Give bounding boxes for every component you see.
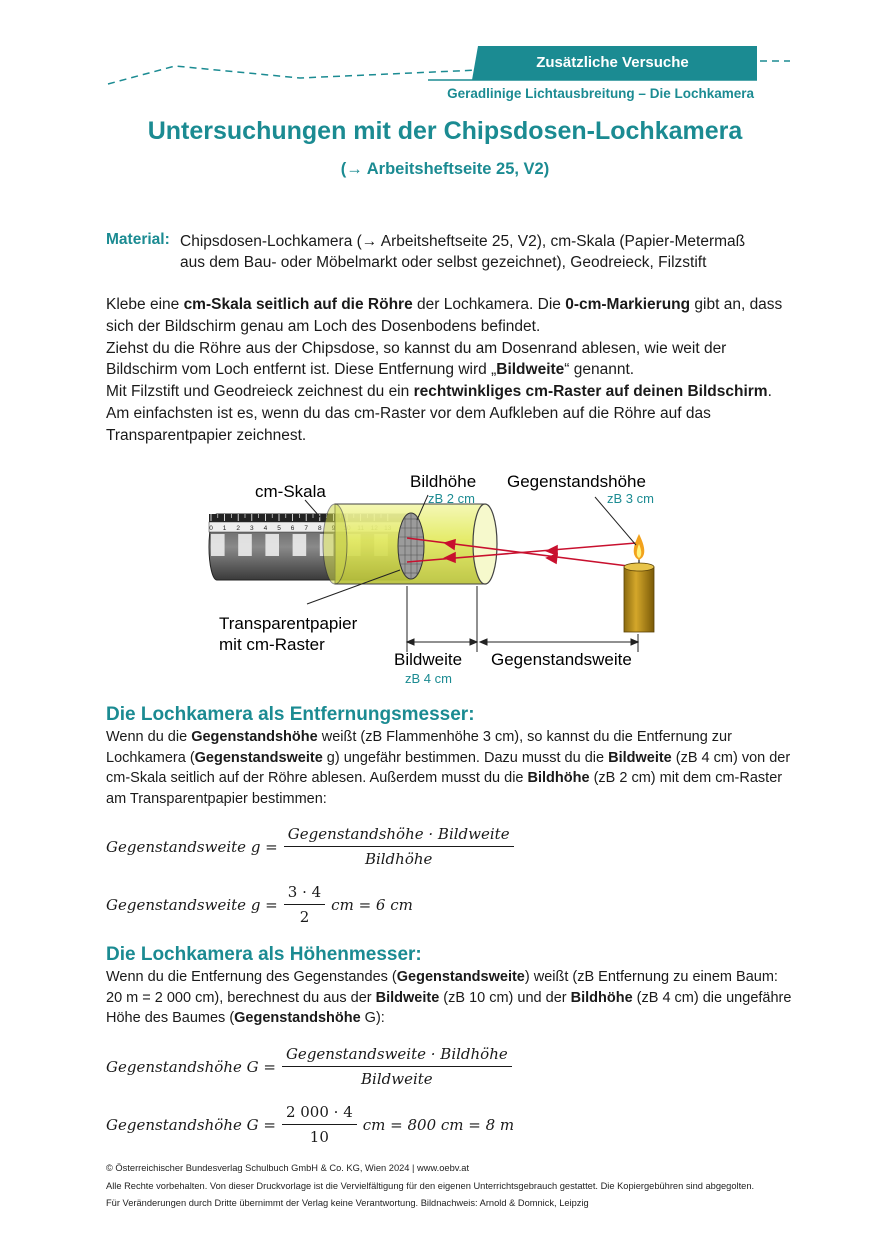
formula-gegenstandsweite-example: Gegenstandsweite g = $\frac{3 \cdot 4}{2}$ cm = 6 cm: [106, 883, 413, 926]
footer-line-1: © Österreichischer Bundesverlag Schulbuch GmbH & Co. KG, Wien 2024 | www.oebv.at: [106, 1163, 470, 1173]
material-line-1: Chipsdosen-Lochkamera (→ Arbeitsheftseite 25, V2), cm-Skala (Papier-Metermaß: [180, 233, 746, 250]
formula-gegenstandshoehe-example: Gegenstandshöhe G = $\frac{2 000 \cdot 4}{10}$ cm = 800 cm = 8 m: [106, 1103, 515, 1146]
material-label: Material:: [106, 231, 170, 248]
material-line-2: aus dem Bau- oder Möbelmarkt oder selbst gezeichnet), Geodreieck, Filzstift: [180, 254, 707, 271]
label-bildhoehe-example: zB 2 cm: [428, 491, 475, 506]
material-text: [180, 231, 790, 273]
label-gegenstandshoehe-example: zB 3 cm: [607, 491, 654, 506]
label-cm-raster: mit cm-Raster: [219, 635, 325, 654]
label-bildweite: Bildweite: [394, 650, 463, 669]
header-banner: Zusätzliche Versuche: [536, 54, 689, 71]
formula-gegenstandshoehe: Gegenstandshöhe G = $\frac{\text{Gegenstandsweite · Bildhöhe}}{\text{Bildweite}}$: [106, 1045, 518, 1088]
intro-text: [106, 294, 796, 447]
scale-block: [293, 534, 307, 556]
scale-number: 3: [249, 525, 254, 532]
candle: [624, 534, 654, 632]
intro-paragraph-3: Mit Filzstift und Geodreieck zeichnest du ein rechtwinkliges cm-Raster auf deinen Bildschirm. Am einfachsten ist es, wenn du das cm-Raster vor dem Aufkleben auf die Röhre auf das Transparentpapier zeichnest.: [106, 383, 772, 444]
intro-paragraph-1: Klebe eine cm-Skala seitlich auf die Röhre der Lochkamera. Die 0-cm-Markierung gibt an, dass sich der Bildschirm genau am Loch des Dosenbodens befindet.: [106, 296, 783, 335]
label-bildweite-example: zB 4 cm: [405, 671, 452, 686]
section-1-heading: Die Lochkamera als Entfernungsmesser:: [106, 704, 475, 725]
section-1-text: Wenn du die Gegenstandshöhe weißt (zB Flammenhöhe 3 cm), so kannst du die Entfernung zur Lochkamera (Gegenstandsweite g) ungefähr bestimmen. Dazu musst du die Bildweite (zB 4 cm) von der cm-Skala seitlich auf der Röhre ablesen. Außerdem musst du die Bildhöhe (zB 2 cm) mit dem cm-Raster am Transparentpapier bestimmen:: [106, 729, 791, 807]
label-gegenstandsweite: Gegenstandsweite: [491, 650, 632, 669]
footer: [106, 1160, 754, 1213]
scale-block: [211, 534, 225, 556]
scale-number: 1: [222, 525, 227, 532]
scale-number: 7: [304, 525, 309, 532]
dimension-lines: [407, 586, 638, 652]
scale-block: [238, 534, 252, 556]
scale-number: 2: [236, 525, 241, 532]
label-gegenstandshoehe: Gegenstandshöhe: [507, 472, 646, 491]
footer-line-2: Alle Rechte vorbehalten. Von dieser Druckvorlage ist die Vervielfältigung für den eigenen Unterrichtsgebrauch gestattet. Die Kopiergebühren sind abgegolten.: [106, 1180, 755, 1191]
page-title-reference: (→ Arbeitsheftseite 25, V2): [340, 160, 550, 178]
section-2-heading: Die Lochkamera als Höhenmesser:: [106, 944, 422, 965]
footer-line-3: Für Veränderungen durch Dritte übernimmt der Verlag keine Verantwortung. Bildnachweis: Arnold & Domnick, Leipzig: [106, 1198, 589, 1208]
header-subtitle: Geradlinige Lichtausbreitung – Die Lochkamera: [447, 86, 754, 101]
scale-block: [265, 534, 279, 556]
transparent-screen: [398, 513, 424, 579]
pinhole-camera-diagram: [195, 462, 685, 690]
formula-gegenstandsweite: Gegenstandsweite g = $\frac{\text{Gegenstandshöhe · Bildweite}}{\text{Bildhöhe}}$: [106, 825, 520, 868]
scale-number: 8: [317, 525, 322, 532]
label-transparentpapier: Transparentpapier: [219, 614, 358, 633]
scale-number: 0: [209, 525, 213, 532]
label-cm-skala: cm-Skala: [255, 482, 326, 501]
scale-number: 4: [263, 525, 268, 532]
scale-number: 5: [277, 525, 281, 532]
intro-paragraph-2: Ziehst du die Röhre aus der Chipsdose, so kannst du am Dosenrand ablesen, wie weit der Bildschirm vom Loch entfernt ist. Diese Entfernung wird „Bildweite“ genannt.: [106, 339, 727, 379]
header-decoration: [0, 0, 890, 110]
page-title: Untersuchungen mit der Chipsdosen-Lochkamera: [147, 117, 743, 145]
label-bildhoehe: Bildhöhe: [410, 472, 477, 491]
scale-number: 6: [290, 525, 295, 532]
section-2-text: Wenn du die Entfernung des Gegenstandes (Gegenstandsweite) weißt (zB Entfernung zu einem Baum: 20 m = 2 000 cm), berechnest du aus der Bildweite (zB 10 cm) und der Bildhöhe (zB 4 cm) die ungefähre Höhe des Baumes (Gegenstandshöhe G):: [106, 969, 792, 1026]
